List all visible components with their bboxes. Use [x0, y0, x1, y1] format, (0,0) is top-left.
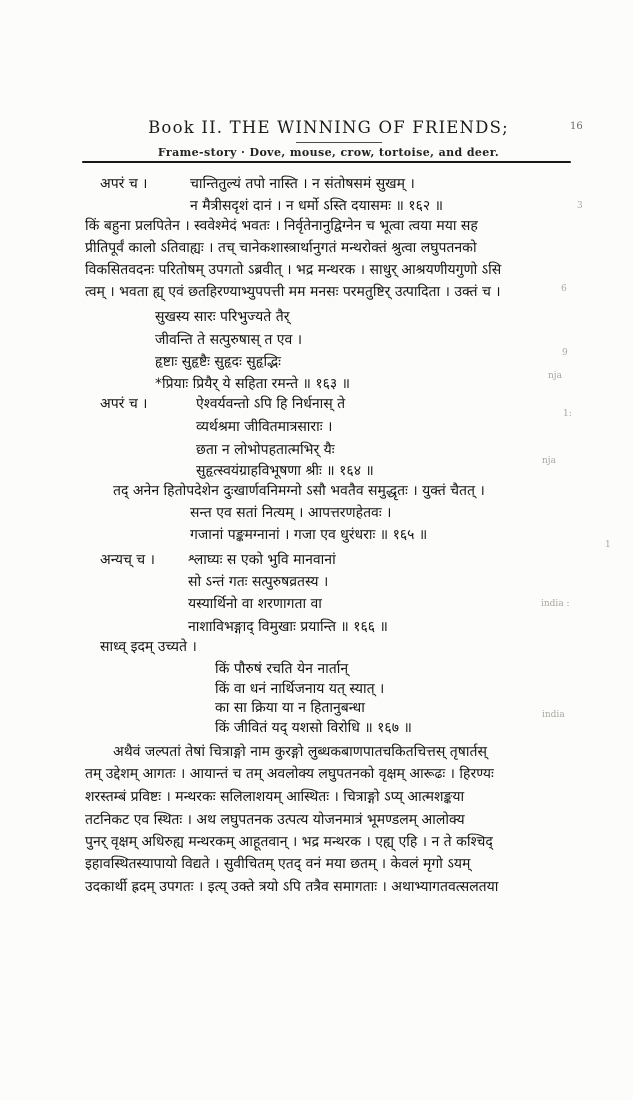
- verse-line: सन्त एव सतां नित्यम् । आपत्तरणहेतवः ।: [190, 505, 392, 521]
- verse-intro-label: अपरं च ।: [100, 176, 148, 192]
- prose-line: किं बहुना प्रलपितेन । स्ववेश्मेदं भवतः । निर्वृतेनानुद्विग्नेन च भूत्वा त्वया मया सह: [85, 218, 478, 234]
- verse-line: किं पौरुषं रचति येन नार्तान्: [215, 661, 349, 677]
- prose-line: अथैवं जल्पतां तेषां चित्राङ्गो नाम कुरङ्गो लुब्धकबाणपातचकितचित्तस् तृषार्तस्: [113, 744, 487, 760]
- margin-note: 6: [561, 284, 567, 294]
- verse-line: छता न लोभोपहतात्मभिर् यैः: [196, 442, 335, 458]
- prose-line: तटनिकट एव स्थितः । अथ लघुपतनक उत्पत्य योजनमात्रं भूमण्डलम् आलोक्य: [85, 812, 465, 828]
- verse-line: चान्तितुल्यं तपो नास्ति । न संतोषसमं सुखम् ।: [190, 176, 415, 192]
- verse-line: श्लाघ्यः स एको भुवि मानवानां: [188, 552, 336, 568]
- verse-line: सुहृत्स्वयंग्राहविभूषणा श्रीः ॥ १६४ ॥: [196, 463, 374, 479]
- verse-line: नाशाविभङ्गाद् विमुखाः प्रयान्ति ॥ १६६ ॥: [188, 619, 388, 635]
- margin-note: 1: [605, 540, 611, 550]
- header-rule: [82, 161, 571, 163]
- page-title: Book II. THE WINNING OF FRIENDS;: [148, 118, 509, 137]
- prose-line: तद् अनेन हितोपदेशेन दुःखार्णवनिमग्नो ऽसौ भवतैव समुद्धृतः । युक्तं चैतत् ।: [113, 483, 485, 499]
- verse-intro-label: अन्यच् च ।: [100, 552, 155, 568]
- verse-line: व्यर्थश्रमा जीवितमात्रसाराः ।: [196, 419, 333, 435]
- verse-line: ऐश्वर्यवन्तो ऽपि हि निर्धनास् ते: [196, 396, 346, 412]
- margin-note: nja: [548, 371, 562, 381]
- prose-line: शरस्तम्बं प्रविष्टः । मन्थरकः सलिलाशयम् आस्थितः । चित्राङ्गो ऽप्य् आत्मशङ्कया: [85, 789, 465, 805]
- margin-note: 1:: [563, 409, 572, 419]
- frame-story-subtitle: Frame-story · Dove, mouse, crow, tortoise, and deer.: [157, 146, 500, 159]
- verse-intro-label: अपरं च ।: [100, 396, 148, 412]
- verse-line: किं वा धनं नार्थिजनाय यत् स्यात् ।: [215, 681, 385, 697]
- verse-line: *प्रियाः प्रियैर् ये सहिता रमन्ते ॥ १६३ ॥: [155, 376, 351, 392]
- prose-line: त्वम् । भवता ह्य् एवं छतहिरण्याभ्युपपत्ती मम मनसः परमतुष्टिर् उत्पादिता । उक्तं च ।: [85, 284, 501, 300]
- margin-note: india: [542, 710, 565, 720]
- prose-line: प्रीतिपूर्वं कालो ऽतिवाह्यः । तच् चानेकशास्त्रार्थानुगतं मन्थरोक्तं श्रुत्वा लघुपतनको: [85, 240, 477, 256]
- verse-line: जीवन्ति ते सत्पुरुषास् त एव ।: [155, 332, 303, 348]
- margin-note: nja: [542, 456, 556, 466]
- verse-line: गजानां पङ्कमग्नानां । गजा एव धुरंधराः ॥ १६५ ॥: [190, 527, 428, 543]
- verse-line: हृष्टाः सुहृष्टैः सुहृदः सुहृद्भिः: [155, 354, 281, 370]
- verse-line: सुखस्य सारः परिभुज्यते तैर्: [155, 309, 290, 325]
- prose-line: पुनर् वृक्षम् अधिरुह्य मन्थरकम् आहूतवान् । भद्र मन्थरक । एह्य् एहि । न ते कश्चिद्: [85, 834, 493, 850]
- prose-line: विकसितवदनः परितोषम् उपगतो ऽब्रवीत् । भद्र मन्थरक । साधुर् आश्रयणीयगुणो ऽसि: [85, 262, 502, 278]
- prose-line: इहावस्थितस्यापायो विद्यते । सुवीचितम् एतद् वनं मया छतम् । केवलं मृगो ऽयम्: [85, 856, 471, 872]
- margin-note: india :: [541, 599, 570, 609]
- prose-line: साध्व् इदम् उच्यते ।: [100, 639, 197, 655]
- prose-line: तम् उद्देशम् आगतः । आयान्तं च तम् अवलोक्य लघुपतनको वृक्षम् आरूढः । हिरण्यः: [85, 766, 494, 782]
- verse-line: न मैत्रीसदृशं दानं । न धर्मो ऽस्ति दयासमः ॥ १६२ ॥: [190, 198, 443, 214]
- margin-note: 3: [577, 201, 583, 211]
- verse-line: किं जीवितं यद् यशसो विरोधि ॥ १६७ ॥: [215, 720, 412, 736]
- header-underline-mark: [296, 142, 382, 143]
- margin-note: 9: [562, 348, 568, 358]
- verse-line: का सा क्रिया या न हितानुबन्धा: [215, 700, 365, 716]
- page-number: 16: [570, 121, 583, 132]
- verse-line: सो ऽन्तं गतः सत्पुरुषव्रतस्य ।: [188, 574, 329, 590]
- verse-line: यस्यार्थिनो वा शरणागता वा: [188, 596, 322, 612]
- prose-line: उदकार्थी ह्रदम् उपगतः । इत्य् उक्ते त्रयो ऽपि तत्रैव समागताः । अथाभ्यागतवत्सलतया: [85, 879, 499, 895]
